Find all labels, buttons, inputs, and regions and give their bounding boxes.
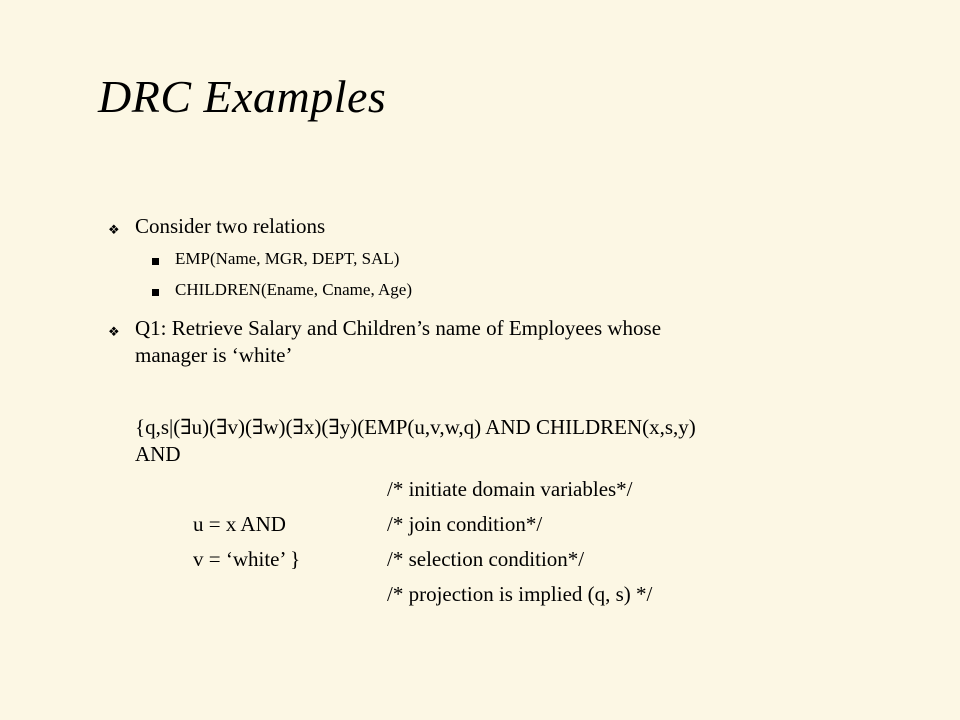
query-line-1: {q,s|(∃u)(∃v)(∃w)(∃x)(∃y)(EMP(u,v,w,q) AND CHILDREN(x,s,y) <box>135 415 696 439</box>
sub-bullet-emp-relation: EMP(Name, MGR, DEPT, SAL) <box>175 249 400 268</box>
slide-title: DRC Examples <box>98 71 387 122</box>
square-bullet-icon <box>152 289 159 296</box>
bullet-q1-line2: manager is ‘white’ <box>135 343 293 367</box>
query-line-2: AND <box>135 442 181 466</box>
diamond-bullet-icon: ❖ <box>108 324 120 339</box>
comment-projection: /* projection is implied (q, s) */ <box>387 582 653 606</box>
diamond-bullet-icon: ❖ <box>108 222 120 237</box>
comment-join: /* join condition*/ <box>387 512 543 536</box>
bullet-consider-relations: Consider two relations <box>135 214 326 238</box>
condition-selection: v = ‘white’ } <box>193 547 301 571</box>
sub-bullet-children-relation: CHILDREN(Ename, Cname, Age) <box>175 280 412 299</box>
bullet-q1-line1: Q1: Retrieve Salary and Children’s name of Employees whose <box>135 316 662 340</box>
condition-join: u = x AND <box>193 512 286 536</box>
comment-selection: /* selection condition*/ <box>387 547 585 571</box>
comment-initiate: /* initiate domain variables*/ <box>387 477 633 501</box>
square-bullet-icon <box>152 258 159 265</box>
